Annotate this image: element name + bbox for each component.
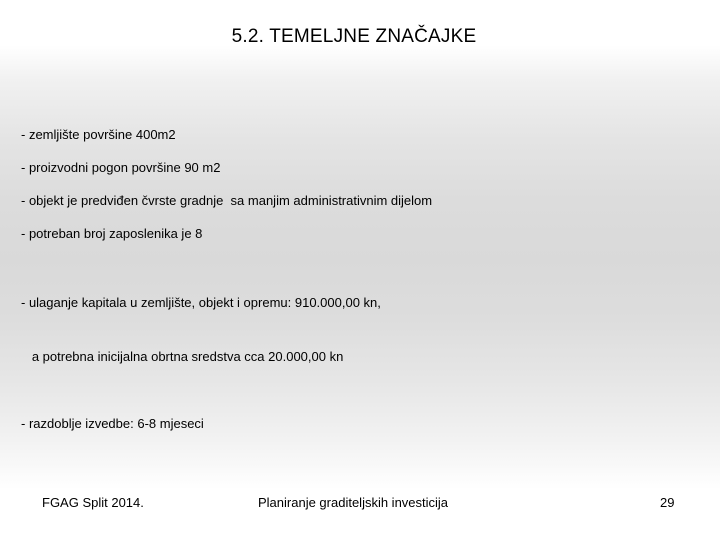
bullet-list bbox=[21, 126, 701, 448]
bullet-item: - objekt je predviđen čvrste gradnje sa manjim administrativnim dijelom bbox=[21, 193, 433, 208]
footer-institution: FGAG Split 2014. bbox=[42, 495, 144, 510]
page-number: 29 bbox=[660, 495, 675, 510]
slide-title: 5.2. TEMELJNE ZNAČAJKE bbox=[231, 26, 477, 47]
bullet-item-investment bbox=[21, 258, 701, 402]
bullet-item: - proizvodni pogon površine 90 m2 bbox=[21, 160, 221, 175]
bullet-item: - potreban broj zaposlenika je 8 bbox=[21, 226, 203, 241]
bullet-line: - ulaganje kapitala u zemljište, objekt i opremu: 910.000,00 kn, bbox=[21, 295, 381, 310]
bullet-item: - zemljište površine 400m2 bbox=[21, 127, 176, 142]
footer-course-title: Planiranje graditeljskih investicija bbox=[258, 495, 449, 510]
bullet-line: a potrebna inicijalna obrtna sredstva cca 20.000,00 kn bbox=[21, 349, 344, 364]
bullet-item: - razdoblje izvedbe: 6-8 mjeseci bbox=[21, 416, 204, 431]
